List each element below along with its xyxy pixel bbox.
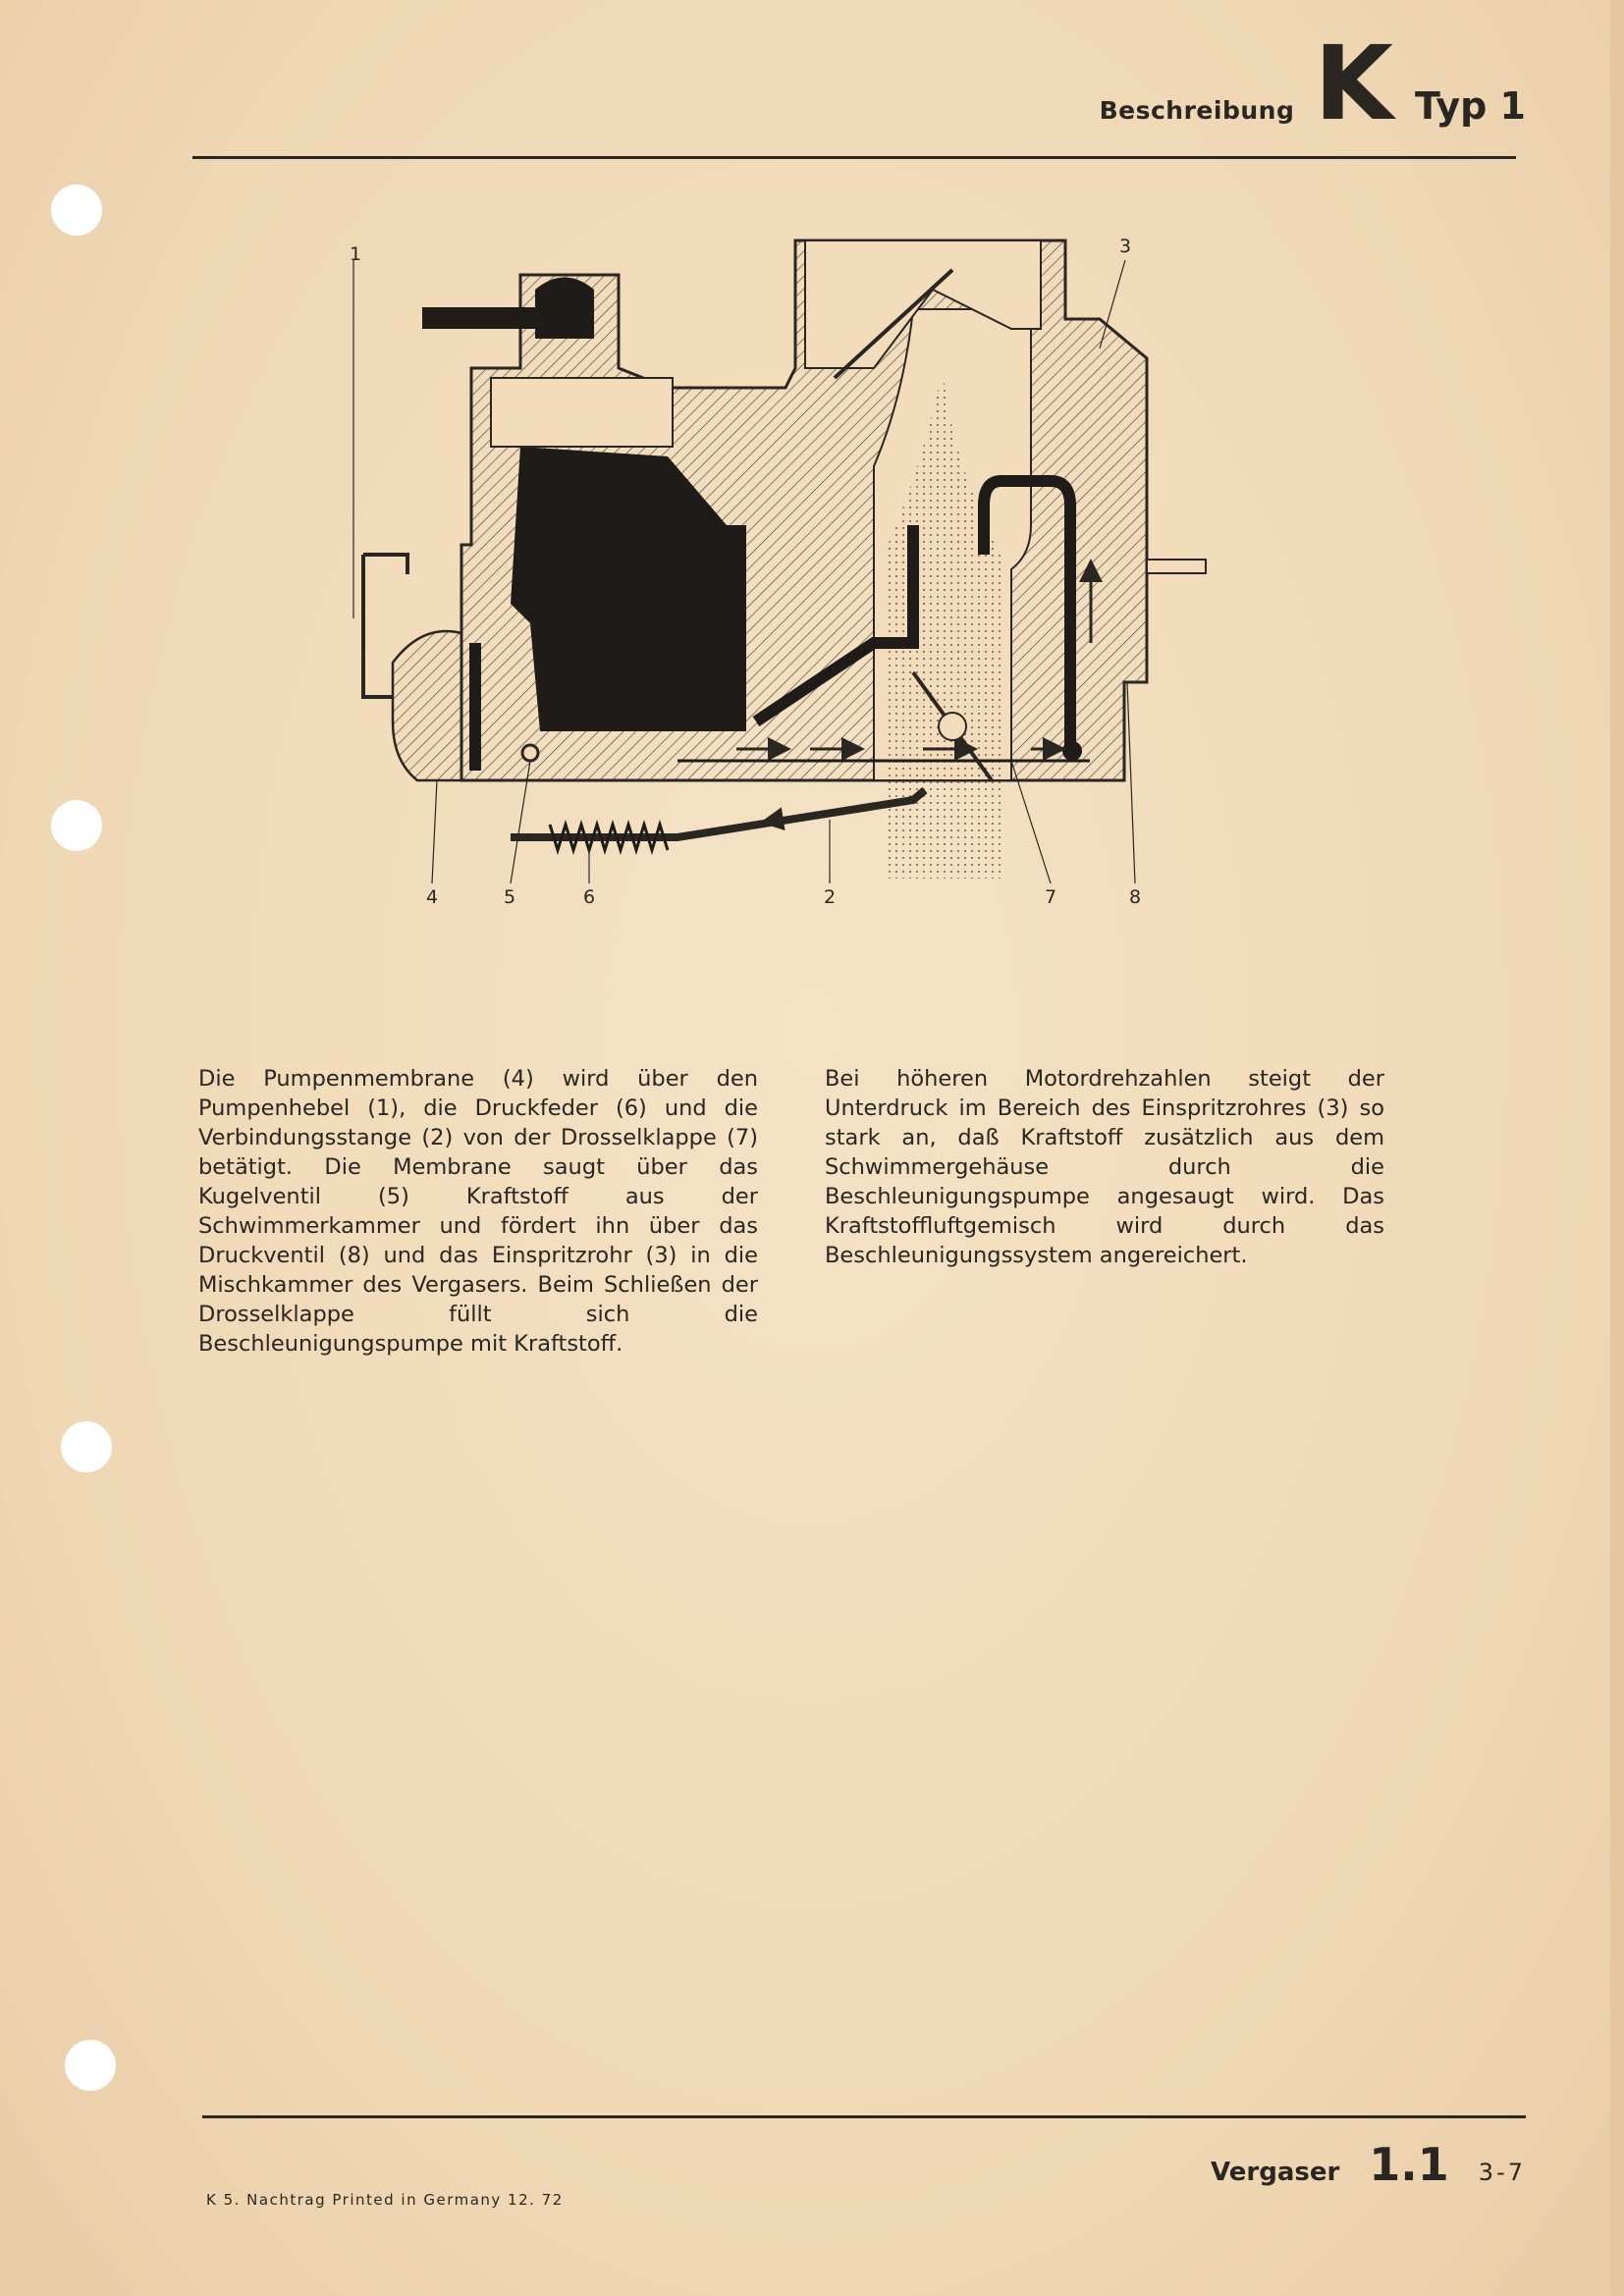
carburetor-diagram (324, 231, 1237, 908)
page-number: 3-7 (1478, 2159, 1526, 2186)
binder-hole-1 (51, 185, 102, 236)
fuel-inlet-pipe (422, 307, 540, 329)
page-header (1099, 24, 1526, 143)
callout-2: 2 (824, 886, 837, 908)
callout-4: 4 (426, 886, 439, 908)
binder-hole-4 (65, 2040, 116, 2091)
header-rule (192, 156, 1516, 159)
callout-3: 3 (1119, 236, 1132, 257)
footer-note: K 5. Nachtrag Printed in Germany 12. 72 (206, 2191, 564, 2209)
footer-section-number: 1.1 (1369, 2138, 1449, 2191)
leader-8 (1127, 682, 1135, 883)
right-paragraph: Bei höheren Motordrehzahlen steigt der Unterdruck im Bereich des Einspritzrohres (3) so stark an, daß Kraftstoff zusätzlich aus dem Schwimmergehäuse durch die Beschleunigungspumpe angesaugt wird. Das Kraftstoffluftgemisch wird durch das Beschleunigungssystem angereichert. (825, 1066, 1384, 1268)
leader-4 (432, 780, 437, 883)
throttle-shaft (1147, 560, 1206, 573)
section-label: Beschreibung (1099, 96, 1295, 125)
callout-8: 8 (1129, 886, 1142, 908)
left-paragraph: Die Pumpenmembrane (4) wird über den Pumpenhebel (1), die Druckfeder (6) und die Verbindungsstange (2) von der Drosselklappe (7) betätigt. Die Membrane saugt über das Kugelventil (5) Kraftstoff aus der Schwimmerkammer und fördert ihn über das Druckventil (8) und das Einspritzrohr (3) in die Mischkammer des Vergasers. Beim Schließen der Drosselklappe füllt sich die Beschleunigungspumpe mit Kraftstoff. (198, 1066, 758, 1357)
pump-diaphragm (469, 643, 481, 771)
page-edge (1610, 0, 1624, 2296)
pump-housing (393, 631, 461, 780)
throttle-pivot (939, 713, 966, 740)
pressure-valve-ball (1062, 741, 1082, 761)
callout-1: 1 (350, 243, 362, 265)
ball-valve (522, 745, 538, 761)
float-body (491, 378, 673, 447)
chapter-letter: K (1314, 24, 1393, 143)
footer-section-title: Vergaser (1211, 2158, 1340, 2187)
binder-hole-3 (61, 1421, 112, 1472)
binder-hole-2 (51, 800, 102, 851)
footer-section (1211, 2138, 1526, 2191)
callout-5: 5 (504, 886, 516, 908)
type-label: Typ 1 (1414, 84, 1526, 128)
connecting-rod (511, 790, 925, 837)
footer-rule (202, 2115, 1526, 2118)
callout-7: 7 (1045, 886, 1057, 908)
needle-valve-cap (535, 278, 594, 340)
callout-6: 6 (583, 886, 596, 908)
